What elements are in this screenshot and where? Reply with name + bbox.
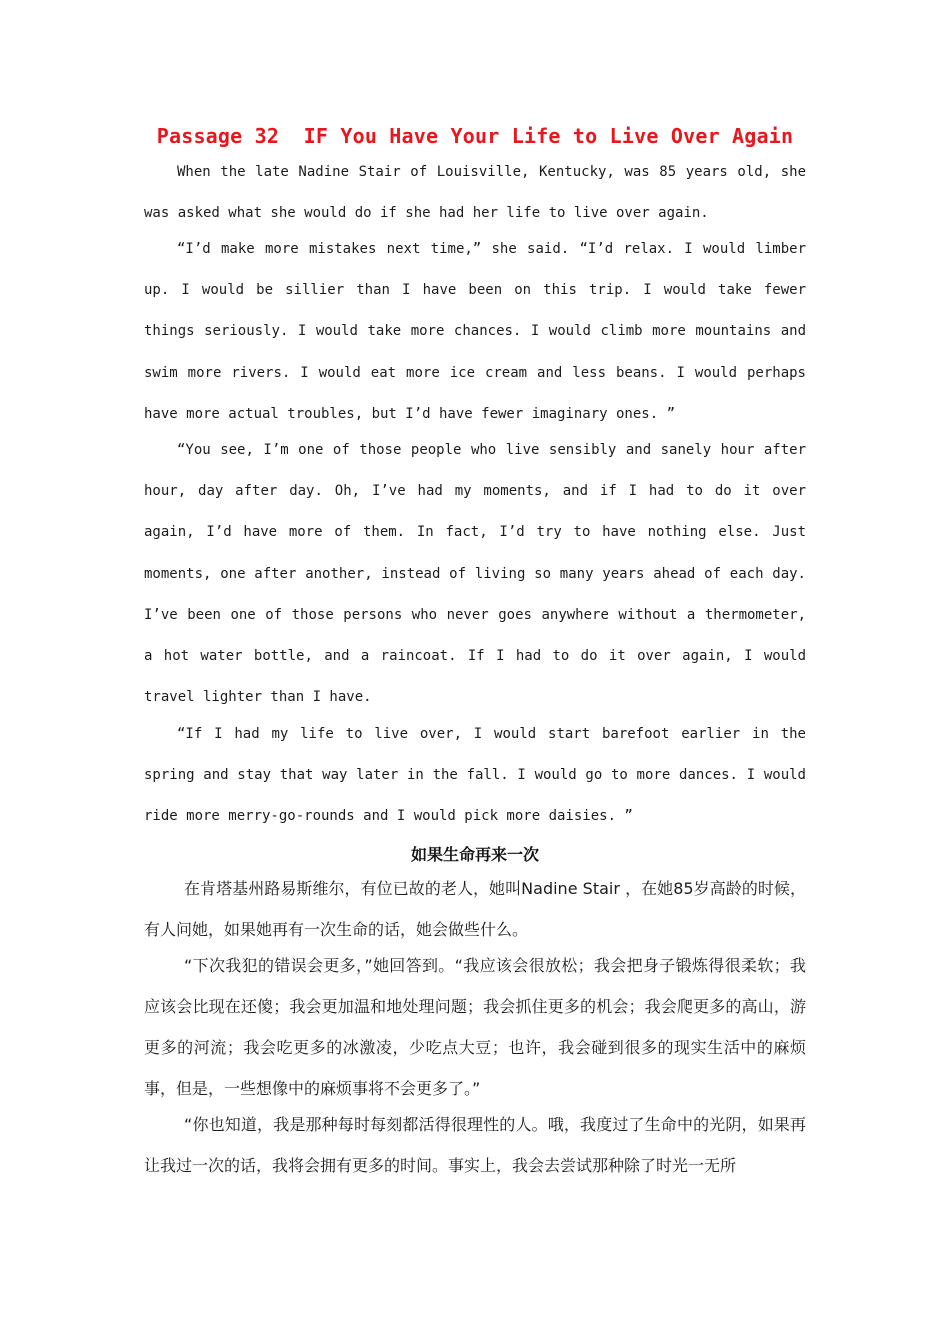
chinese-paragraph-1: 在肯塔基州路易斯维尔，有位已故的老人，她叫Nadine Stair ，在她85岁高龄的时候，有人问她，如果她再有一次生命的话，她会做些什么。 bbox=[144, 879, 806, 939]
chinese-title: 如果生命再来一次 bbox=[410, 845, 539, 864]
passage-title: Passage 32 IF You Have Your Life to Live Over Again bbox=[156, 124, 794, 148]
chinese-paragraph-3: “你也知道，我是那种每时每刻都活得很理性的人。哦，我度过了生命中的光阴，如果再让我过一次的话，我将会拥有更多的时间。事实上，我会去尝试那种除了时光一无所 bbox=[144, 1115, 806, 1175]
english-paragraph-4: “If I had my life to live over, I would start barefoot earlier in the spring and stay that way later in the fall. I would go to more dances. I would ride more merry-go-rounds and I would pick more daisies. ” bbox=[144, 726, 806, 825]
english-paragraph-3: “You see, I’m one of those people who live sensibly and sanely hour after hour, day after day. Oh, I’ve had my moments, and if I had to do it over again, I’d have more of them. In fact, I’d try to have nothing else. Just moments, one after another, instead of living so many years ahead of each day. I’ve been one of those persons who never goes anywhere without a thermometer, a hot water bottle, and a raincoat. If I had to do it over again, I would travel lighter than I have. bbox=[144, 442, 806, 706]
chinese-paragraph-2: “下次我犯的错误会更多，”她回答到。“我应该会很放松；我会把身子锻炼得很柔软；我应该会比现在还傻；我会更加温和地处理问题；我会抓住更多的机会；我会爬更多的高山，游更多的河流；我会吃更多的冰激凌，少吃点大豆；也许，我会碰到很多的现实生活中的麻烦事，但是，一些想像中的麻烦事将不会更多了。” bbox=[144, 956, 806, 1098]
english-paragraph-1: When the late Nadine Stair of Louisville, Kentucky, was 85 years old, she was asked what she would do if she had her life to live over again. bbox=[144, 164, 806, 222]
english-paragraph-2: “I’d make more mistakes next time,” she said. “I’d relax. I would limber up. I would be sillier than I have been on this trip. I would take fewer things seriously. I would take more chances. I would climb more mountains and swim more rivers. I would eat more ice cream and less beans. I would perhaps have more actual troubles, but I’d have fewer imaginary ones. ” bbox=[144, 241, 806, 422]
